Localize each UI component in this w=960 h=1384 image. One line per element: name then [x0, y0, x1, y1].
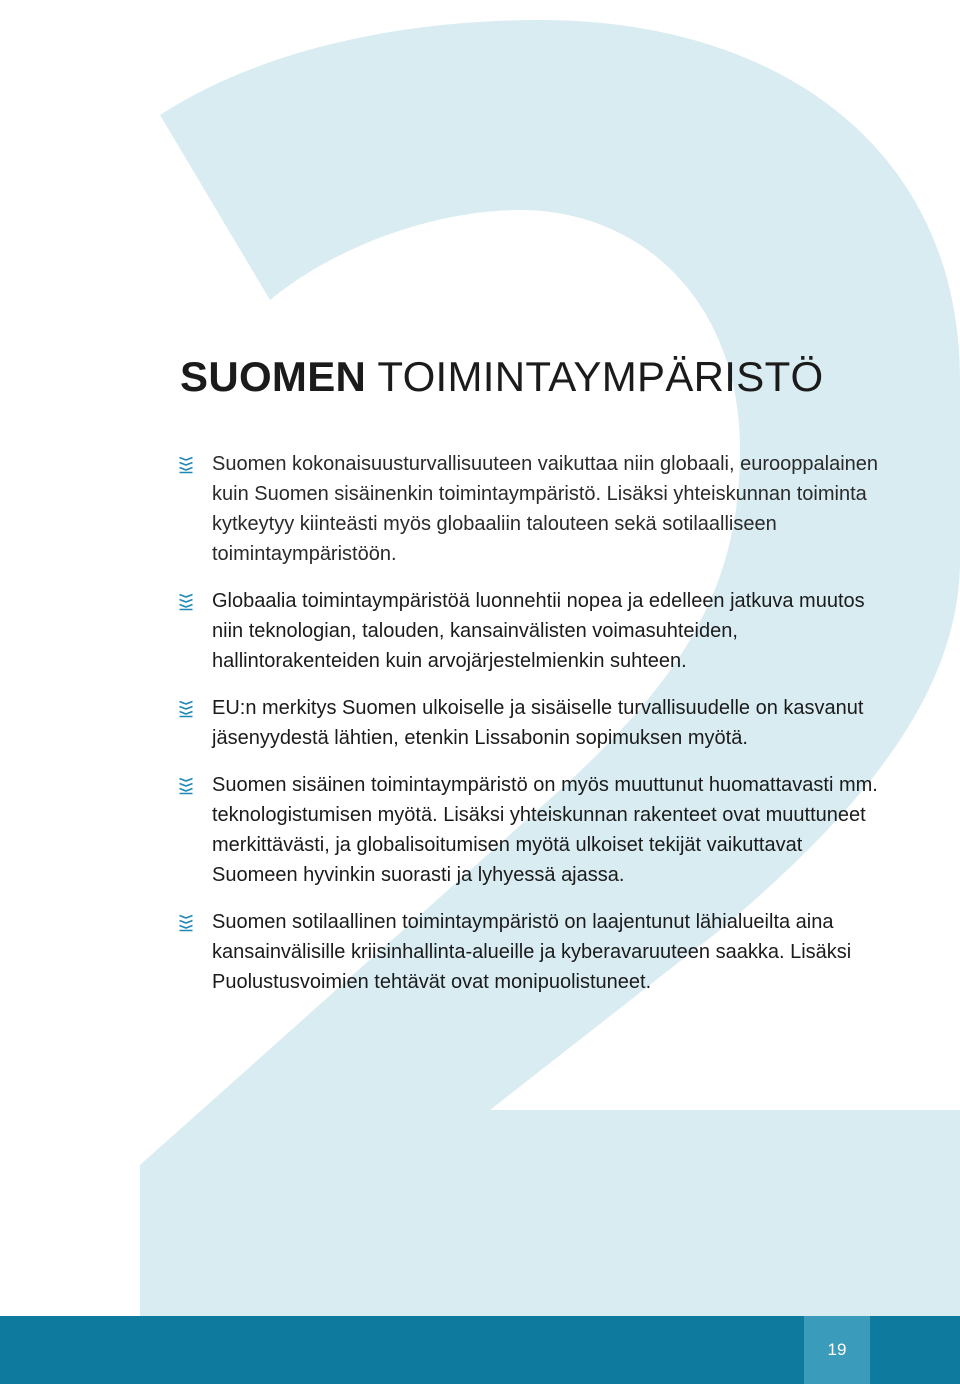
title-regular-part: TOIMINTAYMPÄRISTÖ	[377, 353, 824, 400]
stacked-chevron-icon	[178, 593, 194, 611]
bullet-text: Suomen sisäinen toimintaympäristö on myös muuttunut huomattavasti mm. teknologistumisen myötä. Lisäksi yhteiskunnan rakenteet ovat muuttuneet merkittävästi, ja globalisoitumisen myötä ulkoiset tekijät vaikuttavat Suomeen hyvinkin suorasti ja lyhyessä ajassa.	[212, 774, 878, 886]
footer-band	[0, 1316, 960, 1384]
stacked-chevron-icon	[178, 456, 194, 474]
bullet-text: Suomen sotilaallinen toimintaympäristö on laajentunut lähialueilta aina kansainvälisille kriisinhallinta-alueille ja kyberavaruuteen saakka. Lisäksi Puolustusvoimien tehtävät ovat monipuolistuneet.	[212, 911, 852, 993]
title-bold-part: SUOMEN	[180, 353, 367, 400]
bullet-item	[178, 586, 878, 676]
bullet-item	[178, 693, 878, 753]
stacked-chevron-icon	[178, 777, 194, 795]
bullet-item	[178, 907, 878, 997]
bullet-item	[178, 770, 878, 890]
bullet-text: EU:n merkitys Suomen ulkoiselle ja sisäiselle turvallisuudelle on kasvanut jäsenyydestä lähtien, etenkin Lissabonin sopimuksen myötä.	[212, 697, 864, 749]
page-number: 19	[827, 1340, 847, 1359]
stacked-chevron-icon	[178, 914, 194, 932]
page-title	[180, 350, 824, 404]
bullet-item	[178, 449, 878, 569]
bullet-list	[178, 449, 878, 997]
page-number-box	[804, 1316, 870, 1384]
bullet-text: Suomen kokonaisuusturvallisuuteen vaikuttaa niin globaali, eurooppalainen kuin Suomen sisäinenkin toimintaympäristö. Lisäksi yhteiskunnan toiminta kytkeytyy kiinteästi myös globaaliin talouteen sekä sotilaalliseen toimintaympäristöön.	[212, 453, 879, 565]
bullet-text: Globaalia toimintaympäristöä luonnehtii nopea ja edelleen jatkuva muutos niin teknologian, talouden, kansainvälisten voimasuhteiden, hallintorakenteiden kuin arvojärjestelmienkin suhteen.	[212, 590, 865, 672]
stacked-chevron-icon	[178, 700, 194, 718]
